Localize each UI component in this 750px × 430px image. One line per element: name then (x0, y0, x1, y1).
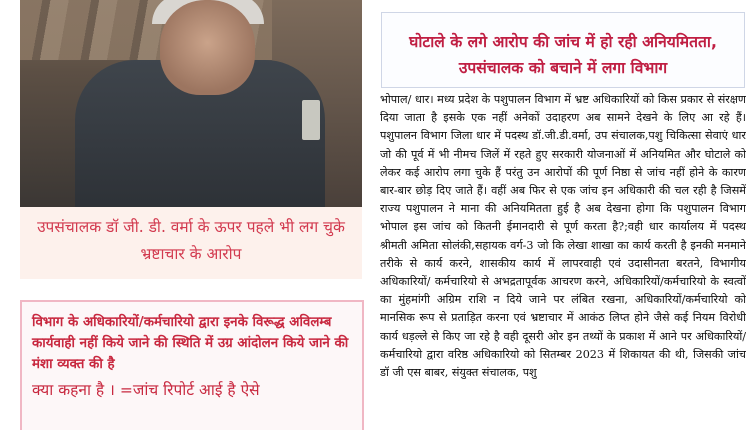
caption-text: उपसंचालक डॉ जी. डी. वर्मा के ऊपर पहले भी लग चुके भ्रष्टाचार के आरोप (37, 218, 345, 263)
headline-box (381, 12, 745, 88)
officer-photo (20, 0, 362, 207)
photo-caption (20, 207, 362, 279)
article-headline: घोटाले के लगे आरोप की जांच में हो रही अनियमितता, उपसंचालक को बचाने में लगा विभाग (409, 33, 717, 77)
article-text: भोपाल/ धार। मध्य प्रदेश के पशुपालन विभाग में भ्रष्ट अधिकारियों को किस प्रकार से संरक्षण दिया जाता है इसके एक नहीं अनेकों उदाहरण अब सामने देखने के लिए आ रहे हैं। पशुपालन विभाग जिला धार में पदस्थ डॉ.जी.डी.वर्मा, उप संचालक,पशु चिकित्सा सेवाएं धार जो की पूर्व में भी नीमच जिलें में रहते हुए सरकारी योजनाओं में अनियमित और घोटाले को लेकर कई आरोप लगा चुके हैं परंतु उन आरोपों की पूर्ण निष्ठा से जांच नहीं होने के कारण बार-बार छोड़ दिए जाते हैं। वहीं अब फिर से एक जांच इन अधिकारी की चल रही है जिसमें राज्य पशुपालन ने माना की अनियमितता हुई है अब देखना होगा कि पशुपालन विभाग भोपाल इस जांच को कितनी ईमानदारी से पूर्ण करता है?;वही धार कार्यालय में पदस्थ श्रीमती अमिता सोलंकी,सहायक वर्ग-3 जो कि लेखा शाखा का कार्य करती है इनकी मनमाने तरीके से कार्य करने, शासकीय कार्य में लापरवाही एवं उदासीनता बरतने, विभागीय अधिकारियों/ कर्मचारियो से अभद्रतापूर्वक आचरण करने, अधिकारियों/कर्मचारियो के स्वत्वों का मुंहमांगी अग्रिम राशि न दिये जाने पर लंबित रखना, अधिकारियों/कर्मचारियो को मानसिक रूप से प्रताड़ित करना एवं भ्रष्टाचार में आकंठ लिप्त होने जैसे कई नियम विरोधी कार्य धड़ल्ले से किए जा रहे है वही दूसरी ओर इन तथ्यों के प्रकाश में आने पर अधिकारियों/कर्मचारियो द्वारा वरिष्ठ अधिकारियो को सितम्बर 2023 में शिकायत की थी, जिसकी जांच डॉ जी एस बाबर, संयुक्त संचालक, पशु (380, 93, 746, 380)
highlight-comment: क्या कहना है । =जांच रिपोर्ट आई है ऐसे (32, 381, 260, 399)
left-column (0, 0, 370, 430)
article-body (380, 91, 746, 430)
highlight-statement: विभाग के अधिकारियों/कर्मचारियो द्वारा इनके विरूद्ध अविलम्ब कार्यवाही नहीं किये जाने की स्थिति में उग्र आंदोलन किये जाने की मंशा व्यक्त की है (32, 315, 349, 372)
highlight-box (20, 300, 364, 430)
right-column (376, 0, 750, 430)
